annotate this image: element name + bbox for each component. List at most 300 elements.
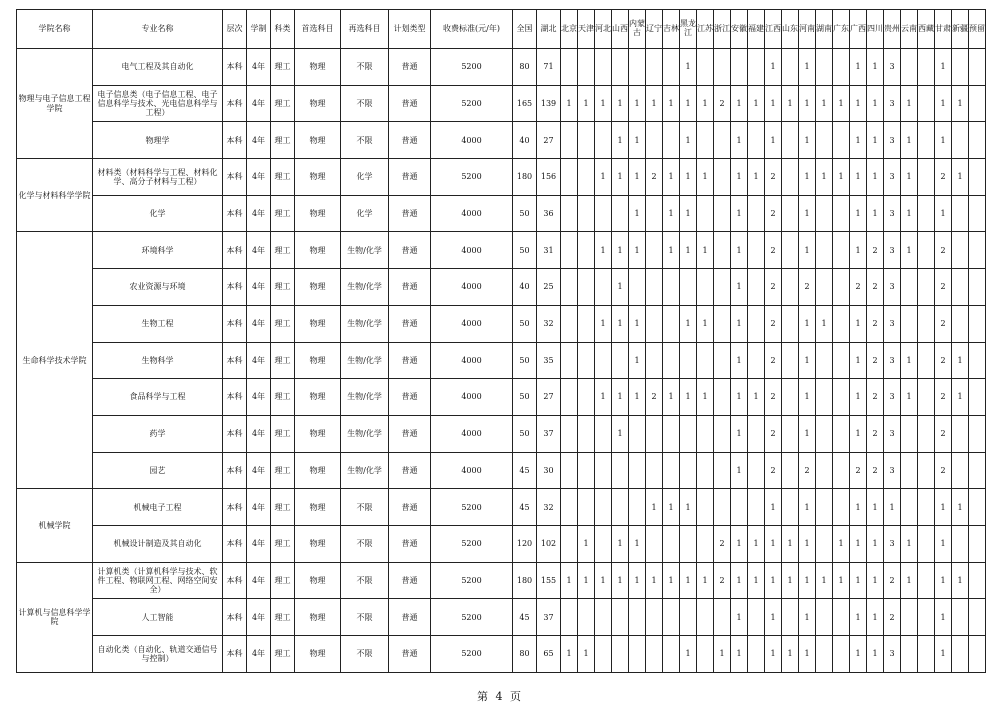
category-cell: 理工 [271, 379, 295, 416]
province-quota-cell [833, 489, 850, 526]
plan-type-cell: 普通 [389, 415, 431, 452]
province-quota-cell [714, 342, 731, 379]
province-quota-cell [901, 269, 918, 306]
province-quota-cell: 1 [799, 379, 816, 416]
major-cell: 自动化类（自动化、轨道交通信号与控制） [93, 636, 223, 673]
major-cell: 环境科学 [93, 232, 223, 269]
province-quota-cell: 156 [537, 159, 561, 196]
province-quota-cell: 2 [867, 452, 884, 489]
province-quota-cell [561, 159, 578, 196]
category-cell: 理工 [271, 159, 295, 196]
province-quota-cell [969, 85, 986, 122]
province-quota-cell [901, 599, 918, 636]
province-quota-cell: 1 [680, 562, 697, 599]
province-quota-cell: 1 [680, 85, 697, 122]
province-quota-cell: 2 [765, 195, 782, 232]
province-quota-cell [663, 122, 680, 159]
province-quota-cell: 1 [850, 305, 867, 342]
province-quota-cell [952, 452, 969, 489]
province-quota-cell: 1 [731, 562, 748, 599]
province-quota-cell [663, 599, 680, 636]
duration-cell: 4年 [247, 525, 271, 562]
province-quota-cell: 30 [537, 452, 561, 489]
province-quota-cell: 1 [782, 562, 799, 599]
province-quota-cell [612, 636, 629, 673]
province-quota-cell [578, 269, 595, 306]
province-quota-cell [782, 195, 799, 232]
province-quota-cell [918, 195, 935, 232]
province-quota-cell [697, 489, 714, 526]
province-quota-cell [578, 159, 595, 196]
header-province: 云南 [901, 10, 918, 49]
level-cell: 本科 [223, 49, 247, 86]
second-subject-cell: 生物/化学 [341, 415, 389, 452]
province-quota-cell: 1 [816, 159, 833, 196]
major-cell: 生物工程 [93, 305, 223, 342]
province-quota-cell: 1 [629, 122, 646, 159]
province-quota-cell: 1 [799, 85, 816, 122]
province-quota-cell: 1 [578, 636, 595, 673]
province-quota-cell: 1 [595, 85, 612, 122]
province-quota-cell: 1 [867, 525, 884, 562]
province-quota-cell: 1 [867, 599, 884, 636]
province-quota-cell: 2 [884, 599, 901, 636]
province-quota-cell [969, 232, 986, 269]
province-quota-cell: 2 [867, 305, 884, 342]
province-quota-cell [663, 636, 680, 673]
province-quota-cell [714, 489, 731, 526]
province-quota-cell [646, 525, 663, 562]
province-quota-cell [578, 122, 595, 159]
level-cell: 本科 [223, 379, 247, 416]
fee-cell: 5200 [431, 525, 513, 562]
province-quota-cell: 2 [935, 269, 952, 306]
plan-type-cell: 普通 [389, 232, 431, 269]
header-province: 吉林 [663, 10, 680, 49]
major-cell: 生物科学 [93, 342, 223, 379]
province-quota-cell: 1 [629, 159, 646, 196]
header-major: 专业名称 [93, 10, 223, 49]
header-category: 科类 [271, 10, 295, 49]
province-quota-cell [816, 489, 833, 526]
province-quota-cell: 2 [850, 452, 867, 489]
level-cell: 本科 [223, 232, 247, 269]
plan-type-cell: 普通 [389, 305, 431, 342]
header-second-subject: 再选科目 [341, 10, 389, 49]
header-duration: 学制 [247, 10, 271, 49]
province-quota-cell: 1 [663, 85, 680, 122]
second-subject-cell: 不限 [341, 122, 389, 159]
province-quota-cell: 37 [537, 415, 561, 452]
level-cell: 本科 [223, 159, 247, 196]
province-quota-cell: 1 [612, 305, 629, 342]
province-quota-cell [901, 489, 918, 526]
total-cell: 120 [513, 525, 537, 562]
province-quota-cell: 1 [850, 636, 867, 673]
province-quota-cell: 2 [935, 415, 952, 452]
province-quota-cell: 1 [663, 489, 680, 526]
province-quota-cell [561, 379, 578, 416]
duration-cell: 4年 [247, 195, 271, 232]
duration-cell: 4年 [247, 122, 271, 159]
table-row [17, 342, 986, 379]
level-cell: 本科 [223, 525, 247, 562]
province-quota-cell: 3 [884, 452, 901, 489]
province-quota-cell [595, 342, 612, 379]
province-quota-cell [680, 452, 697, 489]
province-quota-cell [816, 525, 833, 562]
province-quota-cell: 1 [782, 525, 799, 562]
fee-cell: 5200 [431, 489, 513, 526]
province-quota-cell [833, 415, 850, 452]
header-first-subject: 首选科目 [295, 10, 341, 49]
province-quota-cell [833, 636, 850, 673]
province-quota-cell [918, 379, 935, 416]
province-quota-cell: 2 [850, 269, 867, 306]
header-province: 西藏 [918, 10, 935, 49]
province-quota-cell: 1 [816, 85, 833, 122]
first-subject-cell: 物理 [295, 269, 341, 306]
header-province: 安徽 [731, 10, 748, 49]
province-quota-cell [680, 415, 697, 452]
province-quota-cell: 1 [697, 562, 714, 599]
plan-type-cell: 普通 [389, 562, 431, 599]
province-quota-cell: 1 [850, 525, 867, 562]
province-quota-cell: 1 [629, 562, 646, 599]
province-quota-cell: 1 [663, 232, 680, 269]
total-cell: 80 [513, 49, 537, 86]
province-quota-cell [697, 269, 714, 306]
header-province: 江苏 [697, 10, 714, 49]
plan-type-cell: 普通 [389, 379, 431, 416]
table-row [17, 232, 986, 269]
province-quota-cell [561, 599, 578, 636]
province-quota-cell: 1 [731, 415, 748, 452]
province-quota-cell [578, 379, 595, 416]
total-cell: 40 [513, 269, 537, 306]
province-quota-cell: 1 [850, 232, 867, 269]
province-quota-cell [748, 342, 765, 379]
province-quota-cell: 1 [731, 85, 748, 122]
province-quota-cell [782, 489, 799, 526]
province-quota-cell: 1 [867, 85, 884, 122]
total-cell: 180 [513, 159, 537, 196]
province-quota-cell [918, 232, 935, 269]
province-quota-cell: 3 [884, 379, 901, 416]
province-quota-cell [782, 415, 799, 452]
fee-cell: 4000 [431, 305, 513, 342]
province-quota-cell: 1 [816, 562, 833, 599]
province-quota-cell [714, 159, 731, 196]
province-quota-cell [782, 342, 799, 379]
province-quota-cell: 1 [680, 195, 697, 232]
province-quota-cell [697, 49, 714, 86]
first-subject-cell: 物理 [295, 452, 341, 489]
major-cell: 药学 [93, 415, 223, 452]
plan-type-cell: 普通 [389, 636, 431, 673]
level-cell: 本科 [223, 599, 247, 636]
province-quota-cell [782, 452, 799, 489]
header-province: 山东 [782, 10, 799, 49]
table-row [17, 305, 986, 342]
province-quota-cell [952, 305, 969, 342]
province-quota-cell: 1 [952, 342, 969, 379]
province-quota-cell [816, 599, 833, 636]
province-quota-cell [561, 232, 578, 269]
province-quota-cell: 3 [884, 159, 901, 196]
province-quota-cell: 36 [537, 195, 561, 232]
province-quota-cell: 1 [867, 159, 884, 196]
province-quota-cell [952, 269, 969, 306]
province-quota-cell [680, 599, 697, 636]
province-quota-cell: 1 [850, 85, 867, 122]
province-quota-cell [833, 232, 850, 269]
province-quota-cell: 1 [663, 159, 680, 196]
table-row [17, 452, 986, 489]
province-quota-cell: 2 [765, 379, 782, 416]
province-quota-cell: 1 [833, 525, 850, 562]
province-quota-cell [833, 122, 850, 159]
province-quota-cell: 1 [867, 489, 884, 526]
province-quota-cell: 1 [612, 415, 629, 452]
province-quota-cell: 2 [765, 159, 782, 196]
province-quota-cell [697, 342, 714, 379]
province-quota-cell: 2 [765, 452, 782, 489]
province-quota-cell: 1 [799, 415, 816, 452]
province-quota-cell [663, 305, 680, 342]
province-quota-cell: 1 [901, 562, 918, 599]
province-quota-cell: 1 [850, 599, 867, 636]
header-total: 全国 [513, 10, 537, 49]
province-quota-cell [595, 599, 612, 636]
header-plan-type: 计划类型 [389, 10, 431, 49]
province-quota-cell: 1 [680, 636, 697, 673]
province-quota-cell: 35 [537, 342, 561, 379]
province-quota-cell [578, 232, 595, 269]
province-quota-cell [918, 305, 935, 342]
major-cell: 机械设计制造及其自动化 [93, 525, 223, 562]
province-quota-cell [561, 195, 578, 232]
province-quota-cell: 1 [799, 489, 816, 526]
province-quota-cell [969, 195, 986, 232]
province-quota-cell: 3 [884, 525, 901, 562]
level-cell: 本科 [223, 269, 247, 306]
major-cell: 计算机类（计算机科学与技术、软件工程、物联网工程、网络空间安全） [93, 562, 223, 599]
header-province: 河南 [799, 10, 816, 49]
province-quota-cell [918, 562, 935, 599]
major-cell: 化学 [93, 195, 223, 232]
province-quota-cell [646, 49, 663, 86]
province-quota-cell: 1 [952, 562, 969, 599]
province-quota-cell [748, 122, 765, 159]
province-quota-cell: 1 [799, 342, 816, 379]
province-quota-cell [697, 452, 714, 489]
province-quota-cell [646, 452, 663, 489]
province-quota-cell [561, 49, 578, 86]
province-quota-cell: 1 [629, 305, 646, 342]
province-quota-cell: 1 [765, 525, 782, 562]
category-cell: 理工 [271, 85, 295, 122]
province-quota-cell: 2 [935, 305, 952, 342]
first-subject-cell: 物理 [295, 489, 341, 526]
fee-cell: 5200 [431, 159, 513, 196]
province-quota-cell: 1 [799, 159, 816, 196]
fee-cell: 4000 [431, 379, 513, 416]
province-quota-cell [969, 525, 986, 562]
province-quota-cell [748, 636, 765, 673]
level-cell: 本科 [223, 122, 247, 159]
province-quota-cell [969, 379, 986, 416]
province-quota-cell [918, 636, 935, 673]
total-cell: 50 [513, 379, 537, 416]
duration-cell: 4年 [247, 159, 271, 196]
province-quota-cell: 1 [850, 415, 867, 452]
province-quota-cell: 1 [850, 562, 867, 599]
province-quota-cell [748, 269, 765, 306]
province-quota-cell [629, 452, 646, 489]
province-quota-cell [561, 342, 578, 379]
province-quota-cell: 2 [646, 379, 663, 416]
province-quota-cell [612, 195, 629, 232]
fee-cell: 4000 [431, 452, 513, 489]
province-quota-cell: 1 [833, 85, 850, 122]
first-subject-cell: 物理 [295, 195, 341, 232]
header-province: 湖南 [816, 10, 833, 49]
province-quota-cell: 1 [901, 122, 918, 159]
province-quota-cell: 1 [561, 85, 578, 122]
province-quota-cell: 1 [952, 85, 969, 122]
province-quota-cell [629, 599, 646, 636]
province-quota-cell: 1 [680, 49, 697, 86]
province-quota-cell: 1 [731, 269, 748, 306]
category-cell: 理工 [271, 415, 295, 452]
province-quota-cell [612, 489, 629, 526]
province-quota-cell [918, 49, 935, 86]
province-quota-cell [918, 489, 935, 526]
province-quota-cell: 1 [680, 122, 697, 159]
total-cell: 50 [513, 415, 537, 452]
fee-cell: 5200 [431, 85, 513, 122]
plan-type-cell: 普通 [389, 195, 431, 232]
province-quota-cell [680, 525, 697, 562]
province-quota-cell: 2 [867, 342, 884, 379]
province-quota-cell: 1 [935, 599, 952, 636]
province-quota-cell [646, 232, 663, 269]
category-cell: 理工 [271, 232, 295, 269]
province-quota-cell [595, 195, 612, 232]
major-cell: 园艺 [93, 452, 223, 489]
level-cell: 本科 [223, 342, 247, 379]
province-quota-cell: 102 [537, 525, 561, 562]
category-cell: 理工 [271, 195, 295, 232]
province-quota-cell [901, 452, 918, 489]
province-quota-cell: 1 [833, 562, 850, 599]
plan-type-cell: 普通 [389, 122, 431, 159]
province-quota-cell [595, 636, 612, 673]
province-quota-cell: 1 [799, 122, 816, 159]
province-quota-cell: 1 [663, 379, 680, 416]
province-quota-cell [952, 415, 969, 452]
province-quota-cell: 32 [537, 305, 561, 342]
table-row [17, 85, 986, 122]
province-quota-cell: 2 [867, 415, 884, 452]
category-cell: 理工 [271, 599, 295, 636]
province-quota-cell: 1 [850, 489, 867, 526]
province-quota-cell [816, 452, 833, 489]
province-quota-cell: 3 [884, 232, 901, 269]
college-cell: 化学与材料科学学院 [17, 159, 93, 232]
province-quota-cell: 1 [595, 562, 612, 599]
level-cell: 本科 [223, 85, 247, 122]
first-subject-cell: 物理 [295, 85, 341, 122]
province-quota-cell: 1 [646, 489, 663, 526]
province-quota-cell [833, 342, 850, 379]
province-quota-cell: 2 [799, 269, 816, 306]
province-quota-cell [952, 636, 969, 673]
province-quota-cell: 1 [731, 636, 748, 673]
province-quota-cell: 1 [952, 379, 969, 416]
major-cell: 机械电子工程 [93, 489, 223, 526]
header-row [17, 10, 986, 49]
province-quota-cell [595, 269, 612, 306]
province-quota-cell: 3 [884, 122, 901, 159]
total-cell: 50 [513, 305, 537, 342]
province-quota-cell [816, 195, 833, 232]
table-row [17, 489, 986, 526]
category-cell: 理工 [271, 122, 295, 159]
province-quota-cell: 3 [884, 49, 901, 86]
province-quota-cell [714, 452, 731, 489]
province-quota-cell [748, 599, 765, 636]
province-quota-cell [833, 379, 850, 416]
province-quota-cell: 1 [748, 159, 765, 196]
province-quota-cell: 25 [537, 269, 561, 306]
province-quota-cell [595, 49, 612, 86]
category-cell: 理工 [271, 452, 295, 489]
province-quota-cell: 1 [782, 85, 799, 122]
province-quota-cell: 1 [680, 305, 697, 342]
table-row [17, 525, 986, 562]
province-quota-cell [680, 269, 697, 306]
major-cell: 物理学 [93, 122, 223, 159]
major-cell: 农业资源与环境 [93, 269, 223, 306]
province-quota-cell [969, 489, 986, 526]
province-quota-cell [918, 599, 935, 636]
province-quota-cell [782, 269, 799, 306]
province-quota-cell: 1 [935, 49, 952, 86]
province-quota-cell: 1 [867, 562, 884, 599]
second-subject-cell: 化学 [341, 195, 389, 232]
province-quota-cell: 1 [697, 379, 714, 416]
fee-cell: 5200 [431, 562, 513, 599]
province-quota-cell [663, 342, 680, 379]
province-quota-cell: 1 [731, 525, 748, 562]
province-quota-cell: 3 [884, 305, 901, 342]
province-quota-cell [697, 415, 714, 452]
province-quota-cell [782, 379, 799, 416]
table-row [17, 415, 986, 452]
level-cell: 本科 [223, 195, 247, 232]
province-quota-cell [748, 305, 765, 342]
province-quota-cell: 2 [765, 415, 782, 452]
province-quota-cell: 1 [799, 49, 816, 86]
category-cell: 理工 [271, 269, 295, 306]
province-quota-cell [748, 195, 765, 232]
table-row [17, 599, 986, 636]
fee-cell: 5200 [431, 49, 513, 86]
province-quota-cell [748, 415, 765, 452]
header-province: 湖北 [537, 10, 561, 49]
